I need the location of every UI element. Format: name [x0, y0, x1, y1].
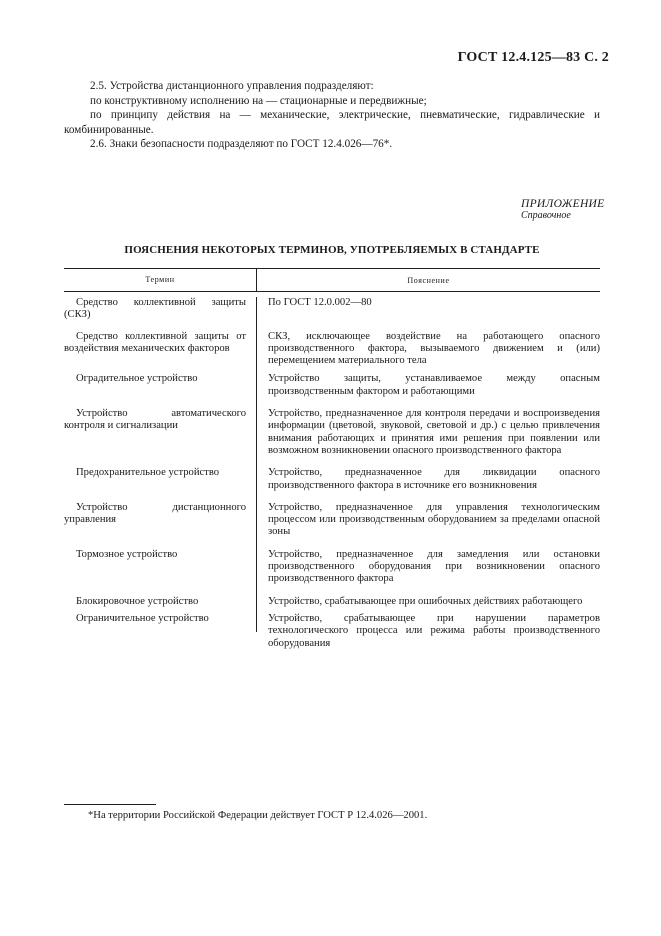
paragraph-construction: по конструктивному исполнению на — стационарные и передвижные;: [90, 94, 427, 107]
explanation-cell: Устройство, предназначенное для ликвидации опасного производственного фактора в источнике его возникновения: [268, 467, 600, 491]
table-row: [64, 596, 600, 608]
explanation-cell: Устройство, срабатывающее при нарушении параметров технологического процесса или режима работы производственного оборудования: [268, 612, 600, 649]
body-text: [64, 79, 600, 152]
table-row: [64, 467, 600, 492]
header-term: Термин: [64, 269, 257, 291]
explanation-cell: СКЗ, исключающее воздействие на работающего опасного производственного фактора, вызываемого движением и (или) перемещением материального тела: [268, 330, 600, 367]
explanation-cell: Устройство защиты, устанавливаемое между опасным производственным фактором и работающими: [268, 373, 600, 397]
term-cell: Средство коллективной защиты от воздействия механических факторов: [64, 330, 246, 354]
footnote: *На территории Российской Федерации действует ГОСТ Р 12.4.026—2001.: [88, 810, 428, 821]
table-row: [64, 549, 600, 586]
table-row: [64, 297, 600, 322]
term-cell: Устройство дистанционного управления: [64, 501, 246, 526]
explanation-cell: Устройство, предназначенное для замедления или остановки производственного оборудования при возникновении опасного производственного фактора: [268, 548, 600, 585]
term-cell: Блокировочное устройство: [76, 595, 199, 607]
column-divider: [256, 297, 257, 632]
header-explanation: Пояснение: [407, 275, 450, 285]
table-title: ПОЯСНЕНИЯ НЕКОТОРЫХ ТЕРМИНОВ, УПОТРЕБЛЯЕМЫХ В СТАНДАРТЕ: [124, 244, 540, 256]
term-cell: Устройство автоматического контроля и сигнализации: [64, 408, 246, 432]
appendix-subtitle: Справочное: [521, 210, 571, 221]
term-cell: Средство коллективной защиты (СКЗ): [64, 297, 246, 321]
term-cell: Оградительное устройство: [76, 373, 198, 385]
paragraph-principle: по принципу действия на — механические, электрические, пневматические, гидравлические и комбинированные.: [64, 109, 600, 136]
paragraph-2-5: 2.5. Устройства дистанционного управления подразделяют:: [90, 80, 374, 92]
appendix-title: ПРИЛОЖЕНИЕ: [521, 198, 605, 210]
table-header: [64, 268, 600, 292]
table-body: [64, 297, 600, 650]
table-row: [64, 373, 600, 398]
table-row: [64, 408, 600, 457]
term-cell: Ограничительное устройство: [76, 612, 209, 624]
explanation-cell: Устройство, предназначенное для управления технологическим процессом или производственным оборудованием за пределами опасной зоны: [268, 501, 600, 538]
table-row: [64, 613, 600, 650]
page-header: ГОСТ 12.4.125—83 С. 2: [457, 50, 609, 65]
footnote-rule: [64, 804, 156, 805]
appendix-label: [521, 198, 605, 221]
table-row: [64, 331, 600, 368]
explanation-cell: По ГОСТ 12.0.002—80: [268, 297, 372, 308]
term-cell: Тормозное устройство: [76, 548, 178, 560]
terms-table: [64, 268, 600, 650]
explanation-cell: Устройство, предназначенное для контроля передачи и воспроизведения информации (цветовой, звуковой, световой и др.) с целью привлечения внимания работающих и принятия ими решения при появлении или возможном возникновении опасного производственного фактора: [268, 408, 600, 456]
term-cell: Предохранительное устройство: [76, 467, 220, 479]
explanation-cell: Устройство, срабатывающее при ошибочных действиях работающего: [268, 595, 583, 607]
paragraph-2-6: 2.6. Знаки безопасности подразделяют по ГОСТ 12.4.026—76*.: [90, 138, 393, 151]
table-row: [64, 502, 600, 539]
